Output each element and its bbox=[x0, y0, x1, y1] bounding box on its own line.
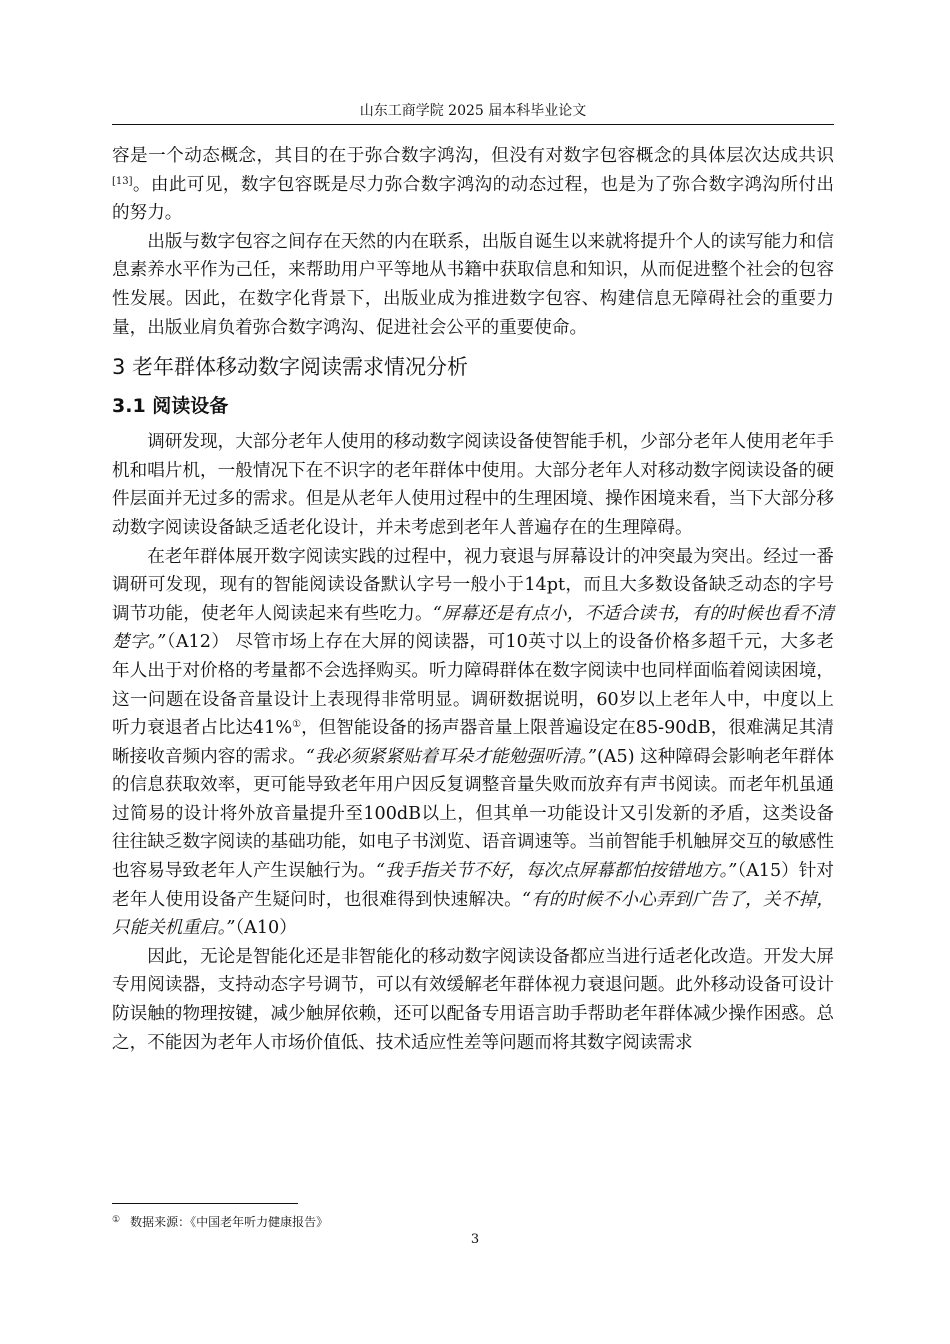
interview-quote: “有的时候不小心弄到广告了，关不掉，只能关机重启。” bbox=[112, 889, 834, 939]
paragraph bbox=[112, 543, 834, 943]
interview-quote: “屏幕还是有点小，不适合读书，有的时候也看不清楚字。” bbox=[112, 603, 834, 653]
footnote-text: 数据来源：《中国老年听力健康报告》 bbox=[130, 1215, 329, 1229]
paragraph-text: 在老年群体展开数字阅读实践的过程中，视力衰退与屏幕设计的冲突最为突出。经过一番调研可发现，现有的智能阅读设备默认字号一般小于14pt，而且大多数设备缺乏动态的字号调节功能，使老年人阅读起来有些吃力。 bbox=[112, 546, 834, 624]
paragraph-text: （A12） 尽管市场上存在大屏的阅读器，可10英寸以上的设备价格多超千元，大多老年人出于对价格的考量都不会选择购买。听力障碍群体在数字阅读中也同样面临着阅读困境，这一问题在设备音量设计上表现得非常明显。调研数据说明，60岁以上老年人中，中度以上听力衰退者占比达41% bbox=[112, 632, 834, 739]
footnote-rule bbox=[112, 1203, 298, 1204]
page-number: 3 bbox=[470, 1232, 480, 1247]
paragraph-continued bbox=[112, 142, 834, 228]
interview-quote: “我必须紧紧贴着耳朵才能勉强听清。” bbox=[305, 746, 597, 767]
body-text bbox=[112, 142, 834, 1057]
subsection-heading: 3.1 阅读设备 bbox=[112, 395, 229, 418]
paragraph-text: 。由此可见，数字包容既是尽力弥合数字鸿沟的动态过程，也是为了弥合数字鸿沟所付出的努力。 bbox=[112, 174, 834, 224]
paragraph: 出版与数字包容之间存在天然的内在联系，出版自诞生以来就将提升个人的读写能力和信息素养水平作为己任，来帮助用户平等地从书籍中获取信息和知识，从而促进整个社会的包容性发展。因此，在数字化背景下，出版业成为推进数字包容、构建信息无障碍社会的重要力量，出版业肩负着弥合数字鸿沟、促进社会公平的重要使命。 bbox=[112, 231, 834, 338]
section-heading: 3 老年群体移动数字阅读需求情况分析 bbox=[112, 355, 469, 380]
footnote-mark: ① bbox=[112, 1215, 121, 1225]
paragraph: 调研发现，大部分老年人使用的移动数字阅读设备使智能手机，少部分老年人使用老年手机和唱片机，一般情况下在不识字的老年群体中使用。大部分老年人对移动数字阅读设备的硬件层面并无过多的需求。但是从老年人使用过程中的生理困境、操作困境来看，当下大部分移动数字阅读设备缺乏适老化设计，并未考虑到老年人普遍存在的生理障碍。 bbox=[112, 432, 834, 538]
paragraph-text: 容是一个动态概念，其目的在于弥合数字鸿沟，但没有对数字包容概念的具体层次达成共识 bbox=[112, 146, 834, 166]
interview-quote: “我手指关节不好，每次点屏幕都怕按错地方。” bbox=[376, 861, 738, 882]
running-header: 山东工商学院 2025 届本科毕业论文 bbox=[359, 103, 587, 119]
paragraph: 因此，无论是智能化还是非智能化的移动数字阅读设备都应当进行适老化改造。开发大屏专用阅读器，支持动态字号调节，可以有效缓解老年群体视力衰退问题。此外移动设备可设计防误触的物理按键，减少触屏依赖，还可以配备专用语言助手帮助老年群体减少操作困惑。总之，不能因为老年人市场价值低、技术适应性差等问题而将其数字阅读需求 bbox=[112, 946, 834, 1053]
citation-ref[interactable]: [13] bbox=[112, 175, 133, 187]
paragraph-text: （A10） bbox=[235, 918, 297, 939]
footnote-ref[interactable]: ① bbox=[292, 719, 302, 731]
paragraph-text: （A15）针对老年人使用设备产生疑问时，也很难得到快速解决。 bbox=[112, 861, 834, 910]
paragraph-text: (A5) 这种障碍会影响老年群体的信息获取效率，更可能导致老年用户因反复调整音量失败而放弃有声书阅读。而老年机虽通过简易的设计将外放音量提升至100dB以上，但其单一功能设计又引发新的矛盾，这类设备往往缺乏数字阅读的基础功能，如电子书浏览、语音调速等。当前智能手机触屏交互的敏感性也容易导致老年人产生误触行为。 bbox=[112, 746, 834, 882]
header-rule bbox=[112, 124, 834, 125]
paragraph-text: ，但智能设备的扬声器音量上限普遍设定在85-90dB，很难满足其清晰接收音频内容的需求。 bbox=[112, 718, 835, 767]
footnote bbox=[112, 1212, 328, 1230]
